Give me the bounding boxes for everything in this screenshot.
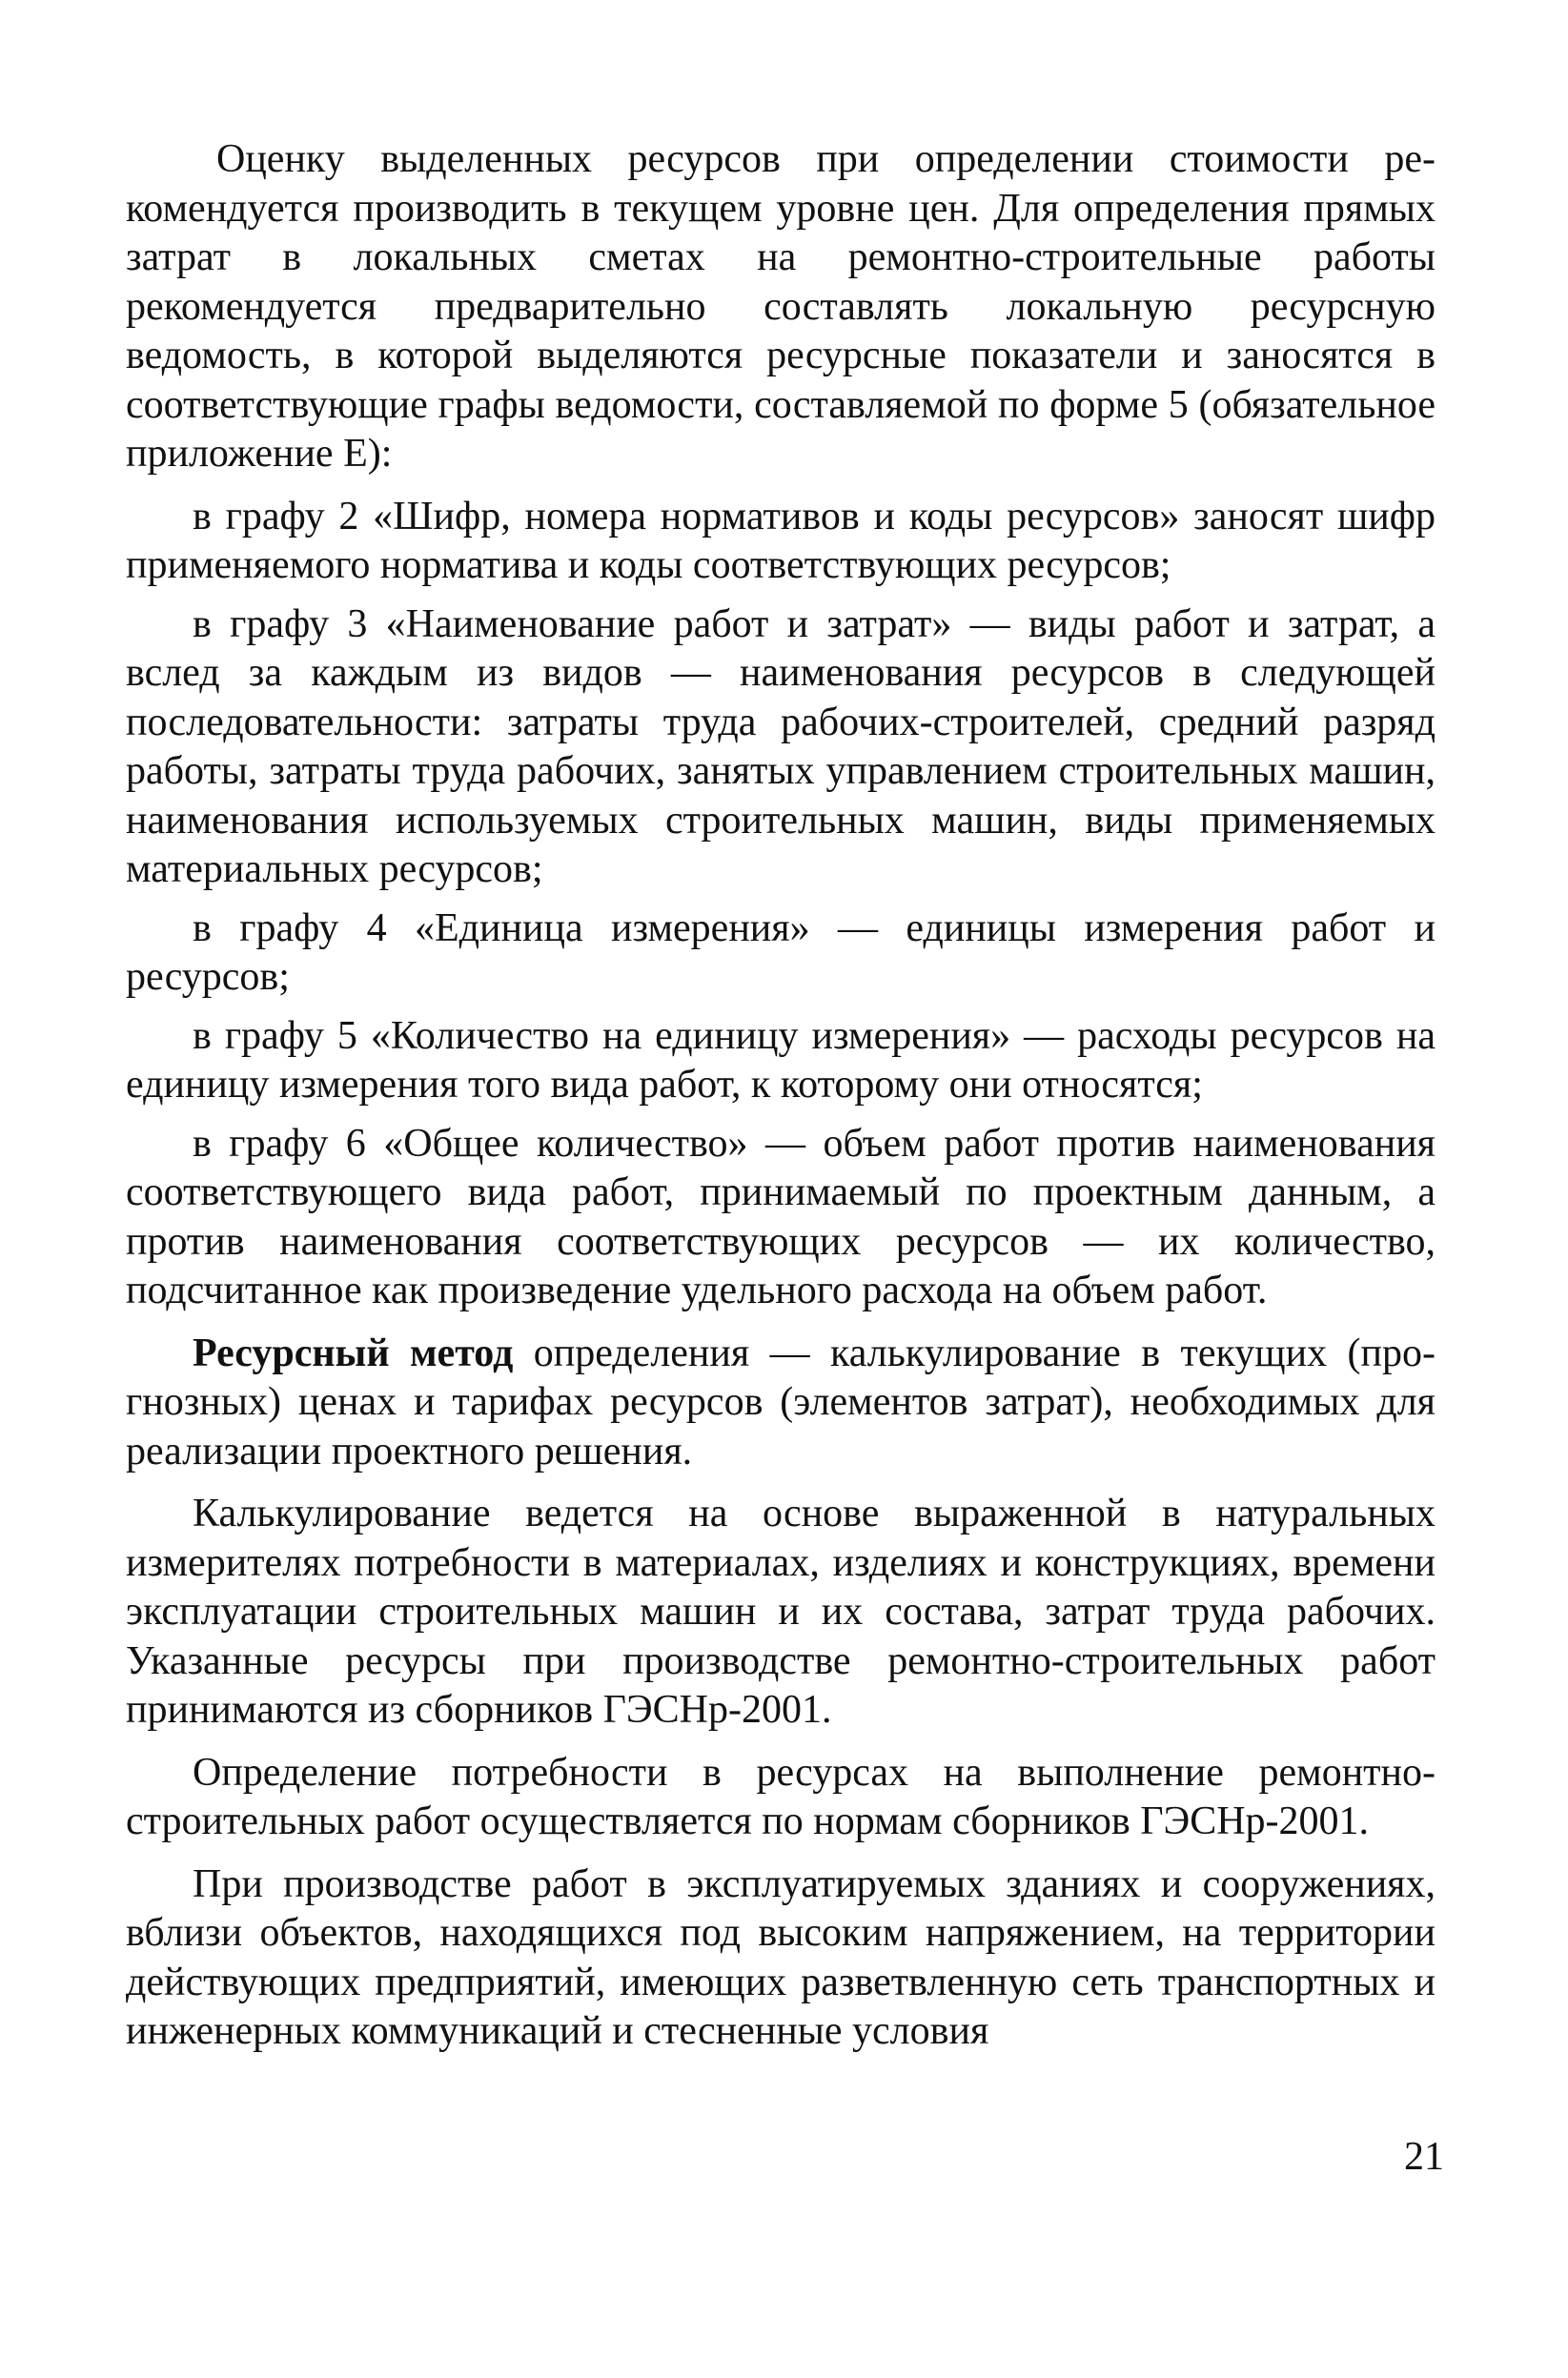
resource-method-definition: определения — калькулирование в текущих (прогнозных) ценах и тарифах ресурсов (элементов затрат), необходимых для реализации проектного решения. bbox=[126, 1331, 1436, 1474]
paragraph-resource-needs: Определение потребности в ресурсах на выполнение ремонтно-строительных работ осуществляется по нормам сборников ГЭСНр-2001. bbox=[126, 1750, 1436, 1843]
paragraph-column-6: в графу 6 «Общее количество» — объем работ против наименования соответствующего вида работ, принимаемый по проектным данным, а против наименования соответствующих ресурсов — их количество, подсчитанное как произведение удельного расхода на объем работ. bbox=[126, 1121, 1436, 1312]
paragraph-column-4: в графу 4 «Единица измерения» — единицы измерения работ и ресурсов; bbox=[126, 905, 1436, 999]
resource-method-term: Ресурсный метод bbox=[193, 1331, 514, 1375]
paragraph-column-2: в графу 2 «Шифр, номера нормативов и коды ресурсов» заносят шифр применяемого норматива и коды соответствующих ресурсов; bbox=[126, 494, 1436, 587]
page-body bbox=[126, 135, 1436, 2070]
paragraph-work-conditions: При производстве работ в эксплуатируемых зданиях и сооружениях, вблизи объектов, находящихся под высоким напряжением, на территории действующих предприятий, имеющих разветвленную сеть транспортных и инженерных коммуникаций и стесненные условия bbox=[126, 1861, 1436, 2053]
paragraph-column-3: в графу 3 «Наименование работ и затрат» — виды работ и затрат, а вслед за каждым из видов — наименования ресурсов в следующей последовательности: затраты труда рабочих-строителей, средний разряд работы, затраты труда рабочих, занятых управлением строительных машин, наименования используемых строительных машин, виды применяемых материальных ресурсов; bbox=[126, 601, 1436, 891]
paragraph-intro: Оценку выделенных ресурсов при определении стоимости рекомендуется производить в текущем уровне цен. Для определения прямых затрат в локальных сметах на ремонтно-строительные работы рекомендуется предварительно составлять локальную ресурсную ведомость, в которой выделяются ресурсные показатели и заносятся в соответствующие графы ведомости, составляемой по форме 5 (обязательное приложение Е): bbox=[126, 137, 1436, 476]
paragraph-resource-method bbox=[126, 1330, 1436, 1477]
paragraph-column-5: в графу 5 «Количество на единицу измерения» — расходы ресурсов на единицу измерения того вида работ, к которому они относятся; bbox=[126, 1013, 1436, 1107]
paragraph-calculation: Калькулирование ведется на основе выраженной в натуральных измерителях потребности в материалах, изделиях и конструкциях, времени эксплуатации строительных машин и их состава, затрат труда рабочих. Указанные ресурсы при производстве ремонтно-строительных работ принимаются из сборников ГЭСНр-2001. bbox=[126, 1492, 1436, 1732]
page-number: 21 bbox=[1404, 2135, 1444, 2179]
